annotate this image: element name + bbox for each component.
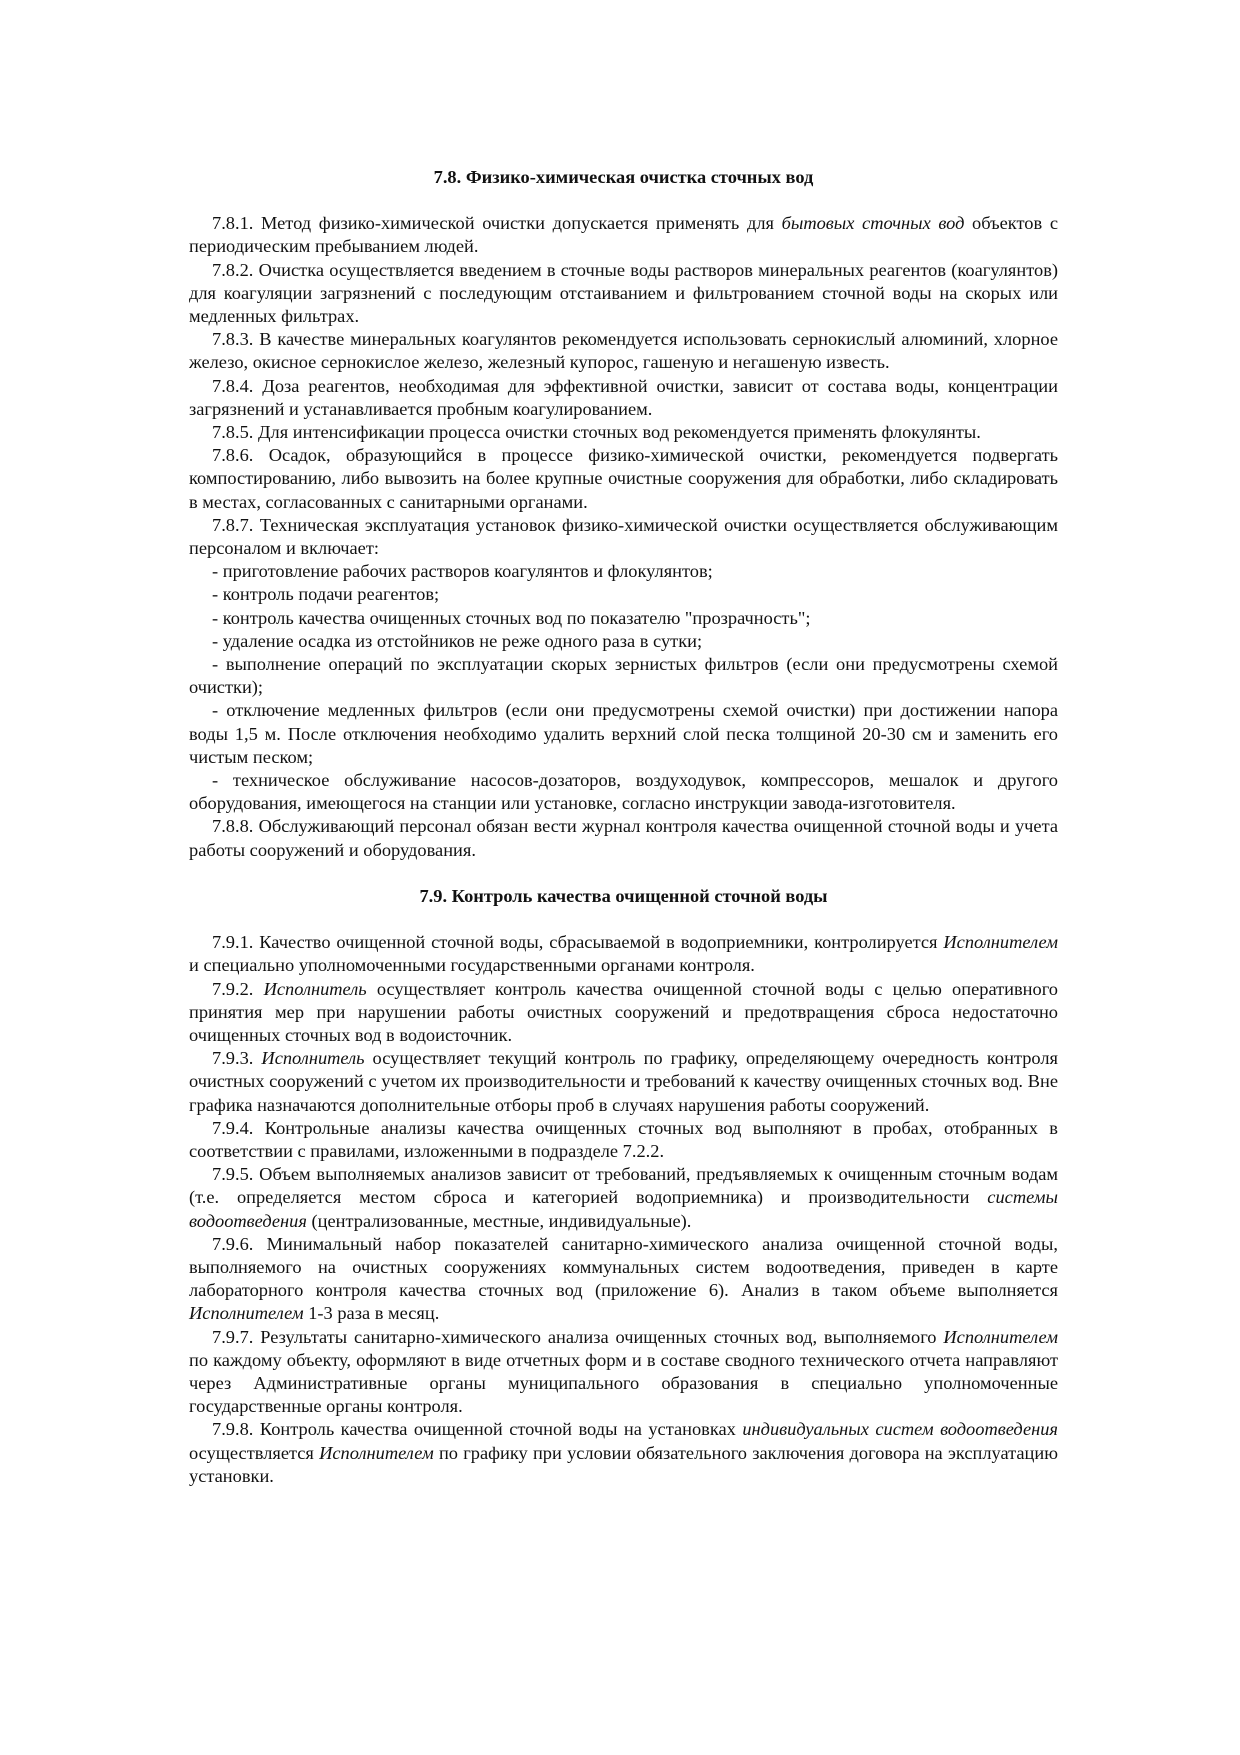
paragraph-7-8-5: 7.8.5. Для интенсификации процесса очистки сточных вод рекомендуется применять флокулянты. xyxy=(212,422,981,443)
paragraph-7-8-4: 7.8.4. Доза реагентов, необходимая для эффективной очистки, зависит от состава воды, концентрации загрязнений и устанавливается пробным коагулированием. xyxy=(189,375,1058,419)
list-item: - техническое обслуживание насосов-дозаторов, воздуходувок, компрессоров, мешалок и другого оборудования, имеющегося на станции или установке, согласно инструкции завода-изготовителя. xyxy=(189,770,1058,814)
list-item: - удаление осадка из отстойников не реже одного раза в сутки; xyxy=(212,630,703,651)
section-heading-7-8: 7.8. Физико-химическая очистка сточных вод xyxy=(433,167,814,187)
paragraph-7-8-6: 7.8.6. Осадок, образующийся в процессе физико-химической очистки, рекомендуется подвергать компостированию, либо вывозить на более крупные очистные сооружения для обработки, либо складировать в местах, согласованных с санитарными органами. xyxy=(189,445,1058,512)
list-item: - контроль качества очищенных сточных вод по показателю "прозрачность"; xyxy=(212,607,811,628)
document-page xyxy=(189,166,1058,1488)
list-item: - отключение медленных фильтров (если они предусмотрены схемой очистки) при достижении напора воды 1,5 м. После отключения необходимо удалить верхний слой песка толщиной 20-30 см и заменить его чистым песком; xyxy=(189,700,1058,767)
paragraph-7-8-1: 7.8.1. Метод физико-химической очистки допускается применять для бытовых сточных вод объектов с периодическим пребыванием людей. xyxy=(189,213,1058,257)
list-item: - приготовление рабочих растворов коагулянтов и флокулянтов; xyxy=(212,561,713,582)
section-heading-7-9: 7.9. Контроль качества очищенной сточной воды xyxy=(419,885,828,906)
paragraph-7-9-5: 7.9.5. Объем выполняемых анализов зависит от требований, предъявляемых к очищенным сточным водам (т.е. определяется местом сброса и категорией водоприемника) и производительности системы водоотведения (централизованные, местные, индивидуальные). xyxy=(189,1164,1058,1231)
paragraph-7-9-1: 7.9.1. Качество очищенной сточной воды, сбрасываемой в водоприемники, контролируется Исполнителем и специально уполномоченными государственными органами контроля. xyxy=(189,932,1058,976)
paragraph-7-8-3: 7.8.3. В качестве минеральных коагулянтов рекомендуется использовать сернокислый алюминий, хлорное железо, окисное сернокислое железо, железный купорос, гашеную и негашеную известь. xyxy=(189,329,1058,373)
paragraph-7-9-8: 7.9.8. Контроль качества очищенной сточной воды на установках индивидуальных систем водоотведения осуществляется Исполнителем по графику при условии обязательного заключения договора на эксплуатацию установки. xyxy=(189,1419,1058,1486)
list-item: - контроль подачи реагентов; xyxy=(212,584,440,605)
paragraph-7-9-2: 7.9.2. Исполнитель осуществляет контроль качества очищенной сточной воды с целью оперативного принятия мер при нарушении работы очистных сооружений и предотвращения сброса недостаточно очищенных сточных вод в водоисточник. xyxy=(189,978,1059,1045)
paragraph-7-9-3: 7.9.3. Исполнитель осуществляет текущий контроль по графику, определяющему очередность контроля очистных сооружений с учетом их производительности и требований к качеству очищенных сточных вод. Вне графика назначаются дополнительные отборы проб в случаях нарушения работы сооружений. xyxy=(189,1048,1059,1115)
paragraph-7-9-7: 7.9.7. Результаты санитарно-химического анализа очищенных сточных вод, выполняемого Исполнителем по каждому объекту, оформляют в виде отчетных форм и в составе сводного технического отчета направляют через Административные органы муниципального образования в специально уполномоченные государственные органы контроля. xyxy=(189,1326,1058,1417)
paragraph-7-9-4: 7.9.4. Контрольные анализы качества очищенных сточных вод выполняют в пробах, отобранных в соответствии с правилами, изложенными в подразделе 7.2.2. xyxy=(189,1117,1058,1161)
paragraph-7-8-7: 7.8.7. Техническая эксплуатация установок физико-химической очистки осуществляется обслуживающим персоналом и включает: xyxy=(189,514,1058,559)
paragraph-7-8-8: 7.8.8. Обслуживающий персонал обязан вести журнал контроля качества очищенной сточной воды и учета работы сооружений и оборудования. xyxy=(189,816,1058,860)
list-item: - выполнение операций по эксплуатации скорых зернистых фильтров (если они предусмотрены схемой очистки); xyxy=(189,654,1058,698)
paragraph-7-9-6: 7.9.6. Минимальный набор показателей санитарно-химического анализа очищенной сточной воды, выполняемого на очистных сооружениях коммунальных систем водоотведения, приведен в карте лабораторного контроля качества сточных вод (приложение 6). Анализ в таком объеме выполняется Исполнителем 1-3 раза в месяц. xyxy=(189,1233,1058,1324)
paragraph-7-8-2: 7.8.2. Очистка осуществляется введением в сточные воды растворов минеральных реагентов (коагулянтов) для коагуляции загрязнений с последующим отстаиванием и фильтрованием сточной воды на скорых или медленных фильтрах. xyxy=(189,259,1058,327)
